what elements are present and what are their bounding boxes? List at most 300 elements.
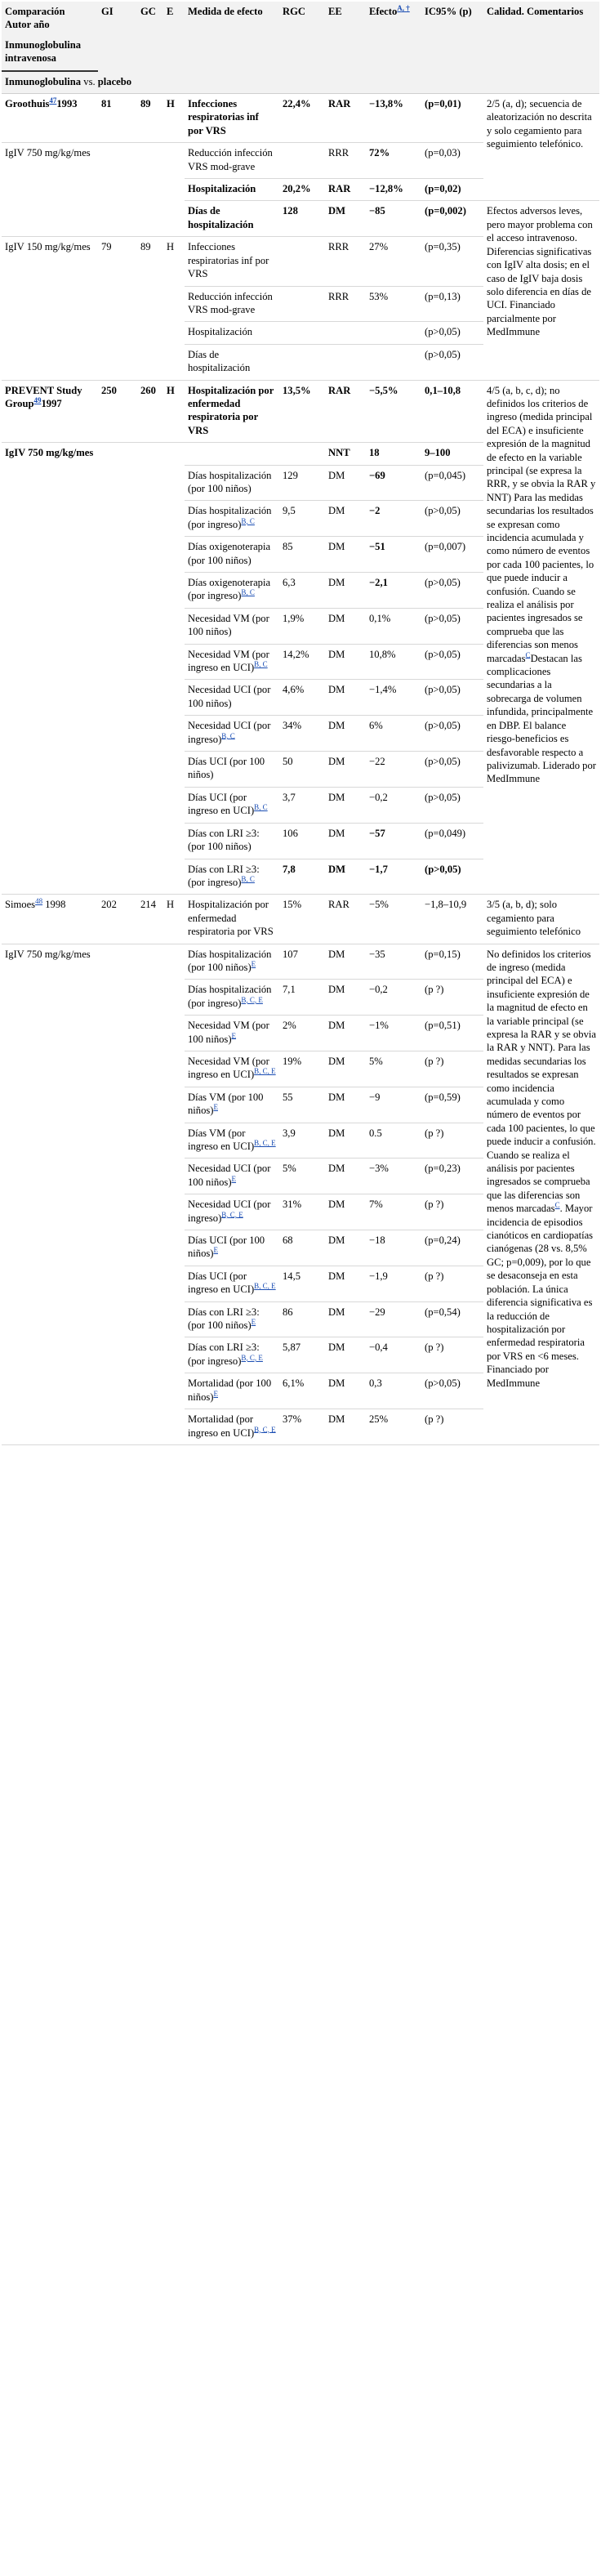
author-year: 1993 bbox=[56, 98, 78, 110]
efecto-cell: −13,8% bbox=[366, 94, 421, 143]
efecto-cell: 27% bbox=[366, 237, 421, 286]
rgc-cell bbox=[279, 344, 325, 380]
rgc-cell: 34% bbox=[279, 716, 325, 752]
efecto-cell: −12,8% bbox=[366, 179, 421, 201]
measure-cell bbox=[185, 1230, 279, 1266]
rgc-cell: 5% bbox=[279, 1159, 325, 1194]
footnote-link[interactable]: B, C, E bbox=[254, 1138, 276, 1147]
ee-cell: DM bbox=[325, 1337, 366, 1373]
measure-text: Necesidad VM (por ingreso en UCI) bbox=[188, 648, 269, 674]
measure-text: Necesidad UCI (por 100 niños) bbox=[188, 1163, 271, 1188]
ic-cell: (p>0,05) bbox=[421, 322, 483, 344]
rgc-cell: 9,5 bbox=[279, 501, 325, 537]
footnote-link[interactable]: B, C, E bbox=[221, 1210, 243, 1219]
author-cell bbox=[2, 895, 98, 944]
ee-cell: RAR bbox=[325, 179, 366, 201]
rgc-cell bbox=[279, 286, 325, 322]
ee-cell: DM bbox=[325, 680, 366, 716]
measure-text: Necesidad VM (por ingreso en UCI) bbox=[188, 1055, 269, 1081]
ic-cell: (p>0,05) bbox=[421, 344, 483, 380]
ic-cell: (p=0,13) bbox=[421, 286, 483, 322]
author-name: Simoes bbox=[5, 899, 36, 911]
measure-text: Días UCI (por ingreso en UCI) bbox=[188, 791, 255, 817]
measure-cell bbox=[185, 608, 279, 644]
rgc-cell bbox=[279, 322, 325, 344]
measure-text: Necesidad UCI (por 100 niños) bbox=[188, 684, 271, 709]
author-cell bbox=[2, 380, 98, 443]
measure-text: Días hospitalización (por 100 niños) bbox=[188, 948, 272, 973]
group-row bbox=[2, 71, 599, 94]
ee-cell: DM bbox=[325, 716, 366, 752]
ic-cell: (p ?) bbox=[421, 1337, 483, 1373]
rgc-cell: 7,8 bbox=[279, 859, 325, 895]
measure-cell bbox=[185, 1409, 279, 1445]
rgc-cell: 3,7 bbox=[279, 787, 325, 823]
efecto-cell: −1,7 bbox=[366, 859, 421, 895]
ic-cell: (p>0,05) bbox=[421, 608, 483, 644]
e-cell: H bbox=[163, 895, 185, 944]
ic-cell: (p ?) bbox=[421, 1409, 483, 1445]
author-cell bbox=[2, 94, 98, 143]
rgc-cell: 106 bbox=[279, 823, 325, 859]
e-cell: H bbox=[163, 94, 185, 143]
rgc-cell: 20,2% bbox=[279, 179, 325, 201]
measure-cell bbox=[185, 980, 279, 1016]
efecto-cell: −0,4 bbox=[366, 1337, 421, 1373]
gi-cell: 250 bbox=[98, 380, 137, 443]
ic-cell: (p ?) bbox=[421, 980, 483, 1016]
measure-text: Días de hospitalización bbox=[188, 348, 251, 374]
measure-cell bbox=[185, 201, 279, 237]
author-year: 1998 bbox=[42, 899, 66, 911]
efecto-cell: −2 bbox=[366, 501, 421, 537]
gi-cell: 81 bbox=[98, 94, 137, 143]
table-row bbox=[2, 895, 599, 944]
ic-cell: (p=0,007) bbox=[421, 537, 483, 573]
measure-cell bbox=[185, 286, 279, 322]
dose-cell: IgIV 750 mg/kg/mes bbox=[2, 443, 98, 895]
measure-text: Días hospitalización (por 100 niños) bbox=[188, 469, 272, 494]
measure-text: Días VM (por ingreso en UCI) bbox=[188, 1127, 255, 1152]
header-e: E bbox=[163, 2, 185, 71]
rgc-cell: 6,3 bbox=[279, 573, 325, 609]
efecto-cell: −9 bbox=[366, 1087, 421, 1123]
header-medida: Medida de efecto bbox=[185, 2, 279, 71]
rgc-cell bbox=[279, 443, 325, 465]
ee-cell: DM bbox=[325, 573, 366, 609]
footnote-link[interactable]: B, C bbox=[241, 588, 255, 597]
measure-text: Días de hospitalización bbox=[188, 205, 254, 230]
header-subtitle: Inmunoglobulina intravenosa bbox=[2, 37, 98, 71]
measure-text: Mortalidad (por ingreso en UCI) bbox=[188, 1413, 255, 1439]
rgc-cell: 6,1% bbox=[279, 1373, 325, 1409]
measure-cell bbox=[185, 1194, 279, 1230]
gc-cell: 214 bbox=[137, 895, 163, 944]
rgc-cell: 2% bbox=[279, 1016, 325, 1051]
ic-cell: (p ?) bbox=[421, 1123, 483, 1159]
comment-cell bbox=[483, 944, 599, 1444]
ee-cell: DM bbox=[325, 1301, 366, 1337]
measure-cell bbox=[185, 537, 279, 573]
comment-text: No definidos los criterios de ingreso (medida principal del ECA) e insuficiente expresión de la magnitud de efecto en la variable principal (se expresa la RAR y se obvia la RAR y NNT). Para las medidas secundarias los resultados se expresan como incidencia acumulada y como número de eventos por cada 100 pacientes, lo que puede inducir a confusión. Cuando se realiza el análisis por pacientes ingresados se comprueba que las diferencias son menos marcadas bbox=[487, 948, 596, 1215]
measure-cell bbox=[185, 573, 279, 609]
footnote-link[interactable]: E bbox=[231, 1031, 237, 1040]
rgc-cell: 128 bbox=[279, 201, 325, 237]
ic-cell: (p=0,02) bbox=[421, 179, 483, 201]
ic-cell: (p ?) bbox=[421, 1194, 483, 1230]
ic-cell: (p=0,23) bbox=[421, 1159, 483, 1194]
rgc-cell: 55 bbox=[279, 1087, 325, 1123]
efecto-cell: −3% bbox=[366, 1159, 421, 1194]
ic-cell: (p>0,05) bbox=[421, 644, 483, 680]
measure-cell bbox=[185, 1051, 279, 1087]
footnote-link[interactable]: E bbox=[231, 1174, 237, 1183]
efecto-cell: −85 bbox=[366, 201, 421, 237]
rgc-cell: 5,87 bbox=[279, 1337, 325, 1373]
ee-cell: NNT bbox=[325, 443, 366, 465]
ee-cell: DM bbox=[325, 1051, 366, 1087]
ee-cell: RRR bbox=[325, 286, 366, 322]
comment-text: Efectos adversos leves, pero mayor problema con el acceso intravenoso. Diferencias significativas con IgIV alta dosis; en el caso de IgIV baja dosis solo diferencia en días de UCI. Financiado parcialmente por MedImmune bbox=[487, 205, 593, 338]
header-efecto: Efecto$^{A, \dagger}$ bbox=[366, 2, 421, 71]
measure-text: Hospitalización por enfermedad respiratoria por VRS bbox=[188, 384, 274, 436]
comment-cell bbox=[483, 94, 599, 201]
measure-text: Días UCI (por 100 niños) bbox=[188, 1234, 265, 1260]
measure-text: Días UCI (por 100 niños) bbox=[188, 756, 265, 781]
header-row bbox=[2, 2, 599, 37]
table-row bbox=[2, 380, 599, 443]
blank-cell bbox=[98, 443, 185, 895]
ic-cell: (p>0,05) bbox=[421, 501, 483, 537]
ee-cell: DM bbox=[325, 1266, 366, 1301]
e-cell: H bbox=[163, 380, 185, 443]
gc-cell: 89 bbox=[137, 237, 163, 380]
reference-link[interactable]: 49 bbox=[33, 395, 42, 404]
measure-cell bbox=[185, 644, 279, 680]
efecto-cell: −18 bbox=[366, 1230, 421, 1266]
measure-text: Infecciones respiratorias inf por VRS bbox=[188, 241, 269, 280]
efecto-cell: 72% bbox=[366, 143, 421, 179]
header-gi: GI bbox=[98, 2, 137, 71]
author-name: Groothuis bbox=[5, 98, 50, 110]
efecto-cell: −5,5% bbox=[366, 380, 421, 443]
ic-cell: (p ?) bbox=[421, 1266, 483, 1301]
footnote-link[interactable]: C bbox=[525, 650, 531, 659]
measure-text: Hospitalización bbox=[188, 326, 253, 338]
measure-cell bbox=[185, 143, 279, 179]
comment-cell bbox=[483, 380, 599, 895]
efecto-cell: −1,4% bbox=[366, 680, 421, 716]
measure-cell bbox=[185, 1301, 279, 1337]
efecto-cell: −0,2 bbox=[366, 980, 421, 1016]
e-cell: H bbox=[163, 237, 185, 380]
measure-cell bbox=[185, 859, 279, 895]
gi-cell: 79 bbox=[98, 237, 137, 380]
table-row bbox=[2, 94, 599, 143]
author-year: 1997 bbox=[41, 397, 62, 409]
ic-cell: (p>0,05) bbox=[421, 859, 483, 895]
rgc-cell: 31% bbox=[279, 1194, 325, 1230]
ic-cell: (p=0,24) bbox=[421, 1230, 483, 1266]
measure-text: Necesidad UCI (por ingreso) bbox=[188, 1199, 271, 1224]
footnote-link[interactable]: B, C, E bbox=[254, 1282, 276, 1291]
comment-cell bbox=[483, 201, 599, 380]
efecto-cell: −57 bbox=[366, 823, 421, 859]
ee-cell: DM bbox=[325, 465, 366, 501]
author-name: PREVENT Study Group bbox=[5, 384, 82, 409]
measure-text: Necesidad VM (por 100 niños) bbox=[188, 612, 269, 638]
comment-text-tail: . Mayor incidencia de episodios cianóticos en cardiopatías cianógenas (28 vs. 8,5% GC; p=0,009), por lo que se desaconseja en esta población. La única diferencia significativa es la reducción de hospitalización por enfermedad respiratoria por VRS en <6 meses. Financiado por MedImmune bbox=[487, 1203, 594, 1389]
rgc-cell: 7,1 bbox=[279, 980, 325, 1016]
ee-cell: DM bbox=[325, 1016, 366, 1051]
efecto-cell: −1,9 bbox=[366, 1266, 421, 1301]
footnote-link[interactable]: B, C bbox=[254, 803, 268, 812]
gc-cell: 260 bbox=[137, 380, 163, 443]
rgc-cell: 13,5% bbox=[279, 380, 325, 443]
ic-cell: (p=0,01) bbox=[421, 94, 483, 143]
ic-cell: (p>0,05) bbox=[421, 787, 483, 823]
efecto-cell: 0.5 bbox=[366, 1123, 421, 1159]
footnote-link[interactable]: E bbox=[213, 1103, 218, 1111]
efecto-cell: 10,8% bbox=[366, 644, 421, 680]
efecto-cell: 0,3 bbox=[366, 1373, 421, 1409]
rgc-cell: 85 bbox=[279, 537, 325, 573]
rgc-cell bbox=[279, 237, 325, 286]
footnote-link[interactable]: E bbox=[251, 1317, 256, 1326]
rgc-cell: 22,4% bbox=[279, 94, 325, 143]
ee-cell: DM bbox=[325, 1159, 366, 1194]
footnote-link[interactable]: A, † bbox=[397, 3, 410, 12]
blank-cell bbox=[98, 143, 185, 237]
ee-cell: DM bbox=[325, 644, 366, 680]
footnote-link[interactable]: E bbox=[213, 1389, 218, 1398]
footnote-link[interactable]: B, C bbox=[221, 731, 235, 740]
rgc-cell: 14,2% bbox=[279, 644, 325, 680]
ee-cell: DM bbox=[325, 1087, 366, 1123]
ic-cell: (p=0,54) bbox=[421, 1301, 483, 1337]
ee-cell: DM bbox=[325, 537, 366, 573]
group-label: Inmunoglobulina vs. placebo bbox=[2, 71, 599, 94]
efecto-cell: −22 bbox=[366, 752, 421, 788]
ee-cell: DM bbox=[325, 1123, 366, 1159]
ic-cell: (p>0,05) bbox=[421, 1373, 483, 1409]
rgc-cell: 4,6% bbox=[279, 680, 325, 716]
efecto-cell: 18 bbox=[366, 443, 421, 465]
measure-text: Días con LRI ≥3: (por ingreso) bbox=[188, 1342, 260, 1367]
measure-text: Días hospitalización (por ingreso) bbox=[188, 505, 272, 530]
efecto-cell: −69 bbox=[366, 465, 421, 501]
measure-text: Días VM (por 100 niños) bbox=[188, 1091, 264, 1117]
efecto-cell: −35 bbox=[366, 944, 421, 980]
reference-link[interactable]: 47 bbox=[49, 96, 57, 105]
measure-cell bbox=[185, 823, 279, 859]
measure-cell bbox=[185, 1016, 279, 1051]
ic-cell: (p=0,002) bbox=[421, 201, 483, 237]
ic-cell: (p>0,05) bbox=[421, 573, 483, 609]
ic-cell: (p=0,15) bbox=[421, 944, 483, 980]
ee-cell bbox=[325, 322, 366, 344]
efecto-cell: 6% bbox=[366, 716, 421, 752]
measure-text: Reducción infección VRS mod-grave bbox=[188, 147, 273, 172]
ee-cell: DM bbox=[325, 1194, 366, 1230]
evidence-table bbox=[2, 2, 599, 1445]
ic-cell: (p>0,05) bbox=[421, 716, 483, 752]
ee-cell: DM bbox=[325, 608, 366, 644]
ic-cell: (p=0,35) bbox=[421, 237, 483, 286]
measure-cell bbox=[185, 322, 279, 344]
footnote-link[interactable]: E bbox=[213, 1246, 218, 1255]
ee-cell bbox=[325, 344, 366, 380]
ic-cell: −1,8–10,9 bbox=[421, 895, 483, 944]
dose-cell: IgIV 150 mg/kg/mes bbox=[2, 237, 98, 380]
footnote-link[interactable]: B, C bbox=[241, 874, 255, 883]
footnote-link[interactable]: E bbox=[251, 959, 256, 968]
comment-text: 3/5 (a, b, d); solo cegamiento para seguimiento telefónico bbox=[487, 899, 581, 938]
efecto-cell: 0,1% bbox=[366, 608, 421, 644]
efecto-cell: −0,2 bbox=[366, 787, 421, 823]
efecto-cell bbox=[366, 322, 421, 344]
measure-cell bbox=[185, 1373, 279, 1409]
measure-text: Hospitalización bbox=[188, 183, 256, 195]
measure-cell bbox=[185, 752, 279, 788]
efecto-cell: −2,1 bbox=[366, 573, 421, 609]
measure-cell bbox=[185, 1123, 279, 1159]
ic-cell: (p>0,05) bbox=[421, 680, 483, 716]
ee-cell: RRR bbox=[325, 143, 366, 179]
measure-text: Días hospitalización (por ingreso) bbox=[188, 984, 272, 1009]
ee-cell: DM bbox=[325, 980, 366, 1016]
ic-cell: (p ?) bbox=[421, 1051, 483, 1087]
blank-cell bbox=[98, 944, 185, 1444]
efecto-cell: −29 bbox=[366, 1301, 421, 1337]
rgc-cell: 19% bbox=[279, 1051, 325, 1087]
efecto-cell: −51 bbox=[366, 537, 421, 573]
ee-cell: DM bbox=[325, 501, 366, 537]
ee-cell: DM bbox=[325, 859, 366, 895]
measure-cell bbox=[185, 465, 279, 501]
measure-text: Días con LRI ≥3: (por ingreso) bbox=[188, 863, 260, 888]
measure-cell bbox=[185, 895, 279, 944]
measure-text: Reducción infección VRS mod-grave bbox=[188, 290, 273, 315]
rgc-cell bbox=[279, 143, 325, 179]
rgc-cell: 15% bbox=[279, 895, 325, 944]
footnote-link[interactable]: B, C, E bbox=[241, 1353, 263, 1362]
efecto-cell: −5% bbox=[366, 895, 421, 944]
ic-cell: (p=0,51) bbox=[421, 1016, 483, 1051]
header-ee: EE bbox=[325, 2, 366, 71]
efecto-cell: 25% bbox=[366, 1409, 421, 1445]
measure-text: Hospitalización por enfermedad respiratoria por VRS bbox=[188, 899, 274, 938]
footnote-link[interactable]: C bbox=[554, 1201, 560, 1210]
efecto-cell: −1% bbox=[366, 1016, 421, 1051]
ee-cell: RAR bbox=[325, 895, 366, 944]
measure-cell bbox=[185, 94, 279, 143]
dose-cell: IgIV 750 mg/kg/mes bbox=[2, 143, 98, 237]
rgc-cell: 14,5 bbox=[279, 1266, 325, 1301]
measure-text: Días oxigenoterapia (por ingreso) bbox=[188, 577, 271, 602]
header-calidad: Calidad. Comentarios bbox=[483, 2, 599, 71]
header-ic95: IC95% (p) bbox=[421, 2, 483, 71]
footnote-link[interactable]: B, C, E bbox=[241, 995, 263, 1004]
ee-cell: DM bbox=[325, 1373, 366, 1409]
table-row bbox=[2, 944, 599, 980]
measure-cell bbox=[185, 680, 279, 716]
ee-cell: DM bbox=[325, 752, 366, 788]
comment-text-tail: Destacan las complicaciones secundarias a la sobrecarga de volumen infundida, principalmente en DBP. El balance riesgo-beneficios es desfavorable respecto a palivizumab. Liderado por MedImmune bbox=[487, 652, 596, 785]
rgc-cell: 86 bbox=[279, 1301, 325, 1337]
header-gc: GC bbox=[137, 2, 163, 71]
measure-text: Necesidad UCI (por ingreso) bbox=[188, 720, 271, 745]
measure-cell bbox=[185, 1266, 279, 1301]
rgc-cell: 129 bbox=[279, 465, 325, 501]
ic-cell: 9–100 bbox=[421, 443, 483, 465]
comment-cell bbox=[483, 895, 599, 944]
ee-cell: DM bbox=[325, 1409, 366, 1445]
rgc-cell: 37% bbox=[279, 1409, 325, 1445]
ee-cell: RAR bbox=[325, 94, 366, 143]
rgc-cell: 68 bbox=[279, 1230, 325, 1266]
measure-cell bbox=[185, 1159, 279, 1194]
measure-cell bbox=[185, 179, 279, 201]
measure-cell bbox=[185, 443, 279, 465]
efecto-cell: 53% bbox=[366, 286, 421, 322]
gi-cell: 202 bbox=[98, 895, 137, 944]
table-body bbox=[2, 71, 599, 1445]
measure-cell bbox=[185, 380, 279, 443]
ee-cell: DM bbox=[325, 944, 366, 980]
footnote-link[interactable]: B, C bbox=[241, 516, 255, 525]
header-comparacion: Comparación Autor año bbox=[2, 2, 98, 37]
ee-cell: DM bbox=[325, 823, 366, 859]
comment-text: 2/5 (a, d); secuencia de aleatorización no descrita y solo cegamiento para seguimiento telefónico. bbox=[487, 98, 592, 150]
footnote-link[interactable]: B, C, E bbox=[254, 1425, 276, 1434]
ee-cell: DM bbox=[325, 1230, 366, 1266]
reference-link[interactable]: 48 bbox=[35, 897, 43, 906]
measure-cell bbox=[185, 237, 279, 286]
efecto-cell: 7% bbox=[366, 1194, 421, 1230]
measure-cell bbox=[185, 716, 279, 752]
measure-text: Mortalidad (por 100 niños) bbox=[188, 1377, 272, 1403]
measure-cell bbox=[185, 344, 279, 380]
measure-text: Infecciones respiratorias inf por VRS bbox=[188, 98, 259, 136]
header-rgc: RGC bbox=[279, 2, 325, 71]
measure-text: Necesidad VM (por 100 niños) bbox=[188, 1020, 269, 1045]
footnote-link[interactable]: B, C bbox=[254, 659, 268, 668]
measure-text: Días oxigenoterapia (por 100 niños) bbox=[188, 541, 271, 566]
ic-cell: (p=0,59) bbox=[421, 1087, 483, 1123]
efecto-cell: 5% bbox=[366, 1051, 421, 1087]
measure-cell bbox=[185, 944, 279, 980]
ee-cell: DM bbox=[325, 787, 366, 823]
ic-cell: (p=0,03) bbox=[421, 143, 483, 179]
dose-cell: IgIV 750 mg/kg/mes bbox=[2, 944, 98, 1444]
efecto-cell bbox=[366, 344, 421, 380]
measure-text: Días con LRI ≥3: (por 100 niños) bbox=[188, 827, 260, 853]
measure-cell bbox=[185, 787, 279, 823]
rgc-cell: 107 bbox=[279, 944, 325, 980]
measure-cell bbox=[185, 1337, 279, 1373]
ee-cell: RAR bbox=[325, 380, 366, 443]
ic-cell: (p>0,05) bbox=[421, 752, 483, 788]
rgc-cell: 50 bbox=[279, 752, 325, 788]
ic-cell: (p=0,049) bbox=[421, 823, 483, 859]
gc-cell: 89 bbox=[137, 94, 163, 143]
rgc-cell: 3,9 bbox=[279, 1123, 325, 1159]
ic-cell: 0,1–10,8 bbox=[421, 380, 483, 443]
ic-cell: (p=0,045) bbox=[421, 465, 483, 501]
rgc-cell: 1,9% bbox=[279, 608, 325, 644]
footnote-link[interactable]: B, C, E bbox=[254, 1067, 276, 1076]
